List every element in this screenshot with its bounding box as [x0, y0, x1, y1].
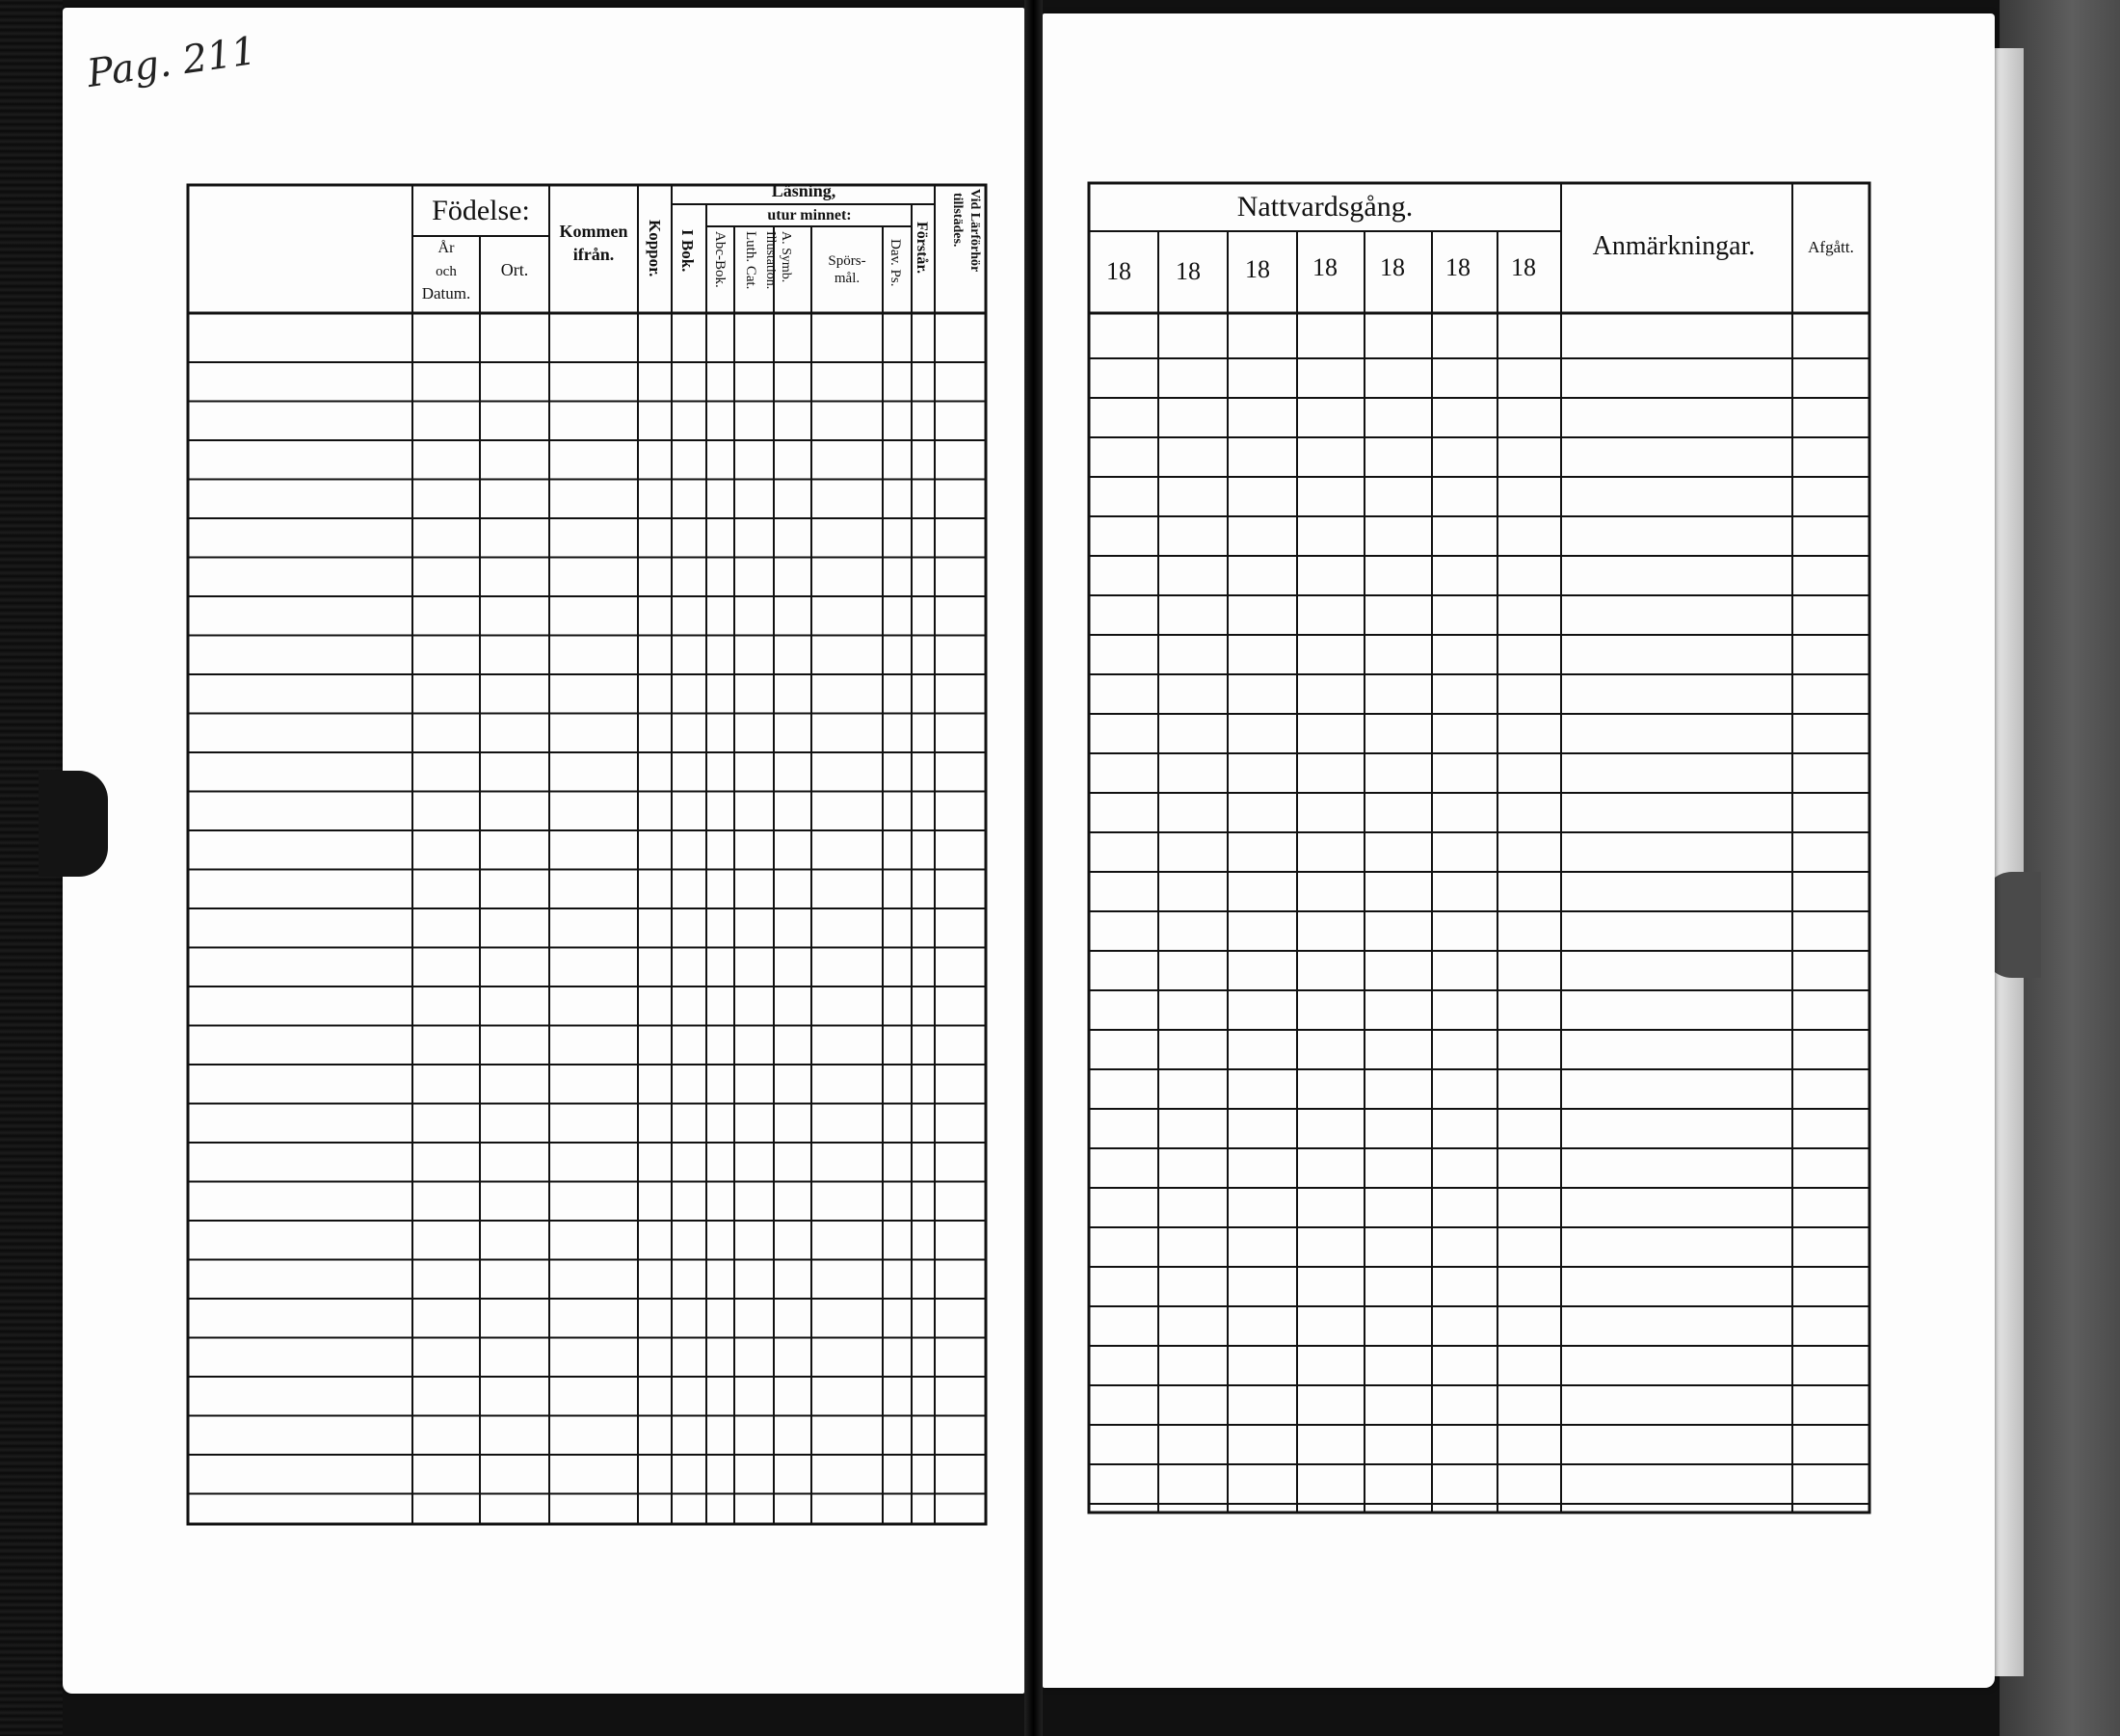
- questions-line-2: mål.: [834, 271, 861, 286]
- reading-group-heading: Läsning,: [771, 181, 836, 200]
- communion-year-4: 18: [1312, 253, 1338, 281]
- birth-place-heading: Ort.: [500, 260, 529, 279]
- communion-year-2: 18: [1176, 257, 1201, 285]
- birth-year-line-3: Datum.: [421, 284, 471, 302]
- communion-year-6: 18: [1445, 253, 1471, 281]
- communion-heading: Nattvardsgång.: [1236, 191, 1414, 223]
- luther-catechism-heading: Luth. Cat.: [743, 231, 758, 290]
- catechetical-meeting-line-2: tillstädes.: [950, 193, 965, 248]
- moved-from-line-2: ifrån.: [572, 245, 615, 264]
- left-table: [188, 185, 986, 1524]
- symbolic-books-line-2: Illustation.: [763, 231, 778, 290]
- psalms-heading: Dav. Ps.: [888, 239, 903, 287]
- symbolic-books-line-1: A. Symb.: [779, 231, 793, 283]
- by-heart-group-heading: utur minnet:: [767, 207, 852, 224]
- abc-book-heading: Abc-Bok.: [712, 231, 728, 288]
- understanding-heading: Förstår.: [914, 222, 930, 275]
- catechetical-meeting-line-1: Vid Lärförhör: [967, 189, 982, 273]
- right-table-border: [1089, 183, 1869, 1512]
- moved-from-line-1: Kommen: [559, 222, 628, 241]
- birth-year-line-2: och: [436, 264, 457, 279]
- questions-line-1: Spörs-: [828, 253, 866, 269]
- communion-year-7: 18: [1511, 253, 1536, 281]
- in-book-heading: I Bok.: [678, 229, 697, 273]
- communion-year-3: 18: [1245, 255, 1270, 283]
- communion-year-1: 18: [1106, 257, 1131, 285]
- page-reference: Pag. 211: [84, 28, 259, 97]
- birth-year-line-1: År: [437, 240, 455, 256]
- departed-heading: Afgått.: [1808, 238, 1854, 256]
- communion-year-5: 18: [1380, 253, 1405, 281]
- smallpox-heading: Koppor.: [646, 220, 664, 277]
- remarks-heading: Anmärkningar.: [1592, 231, 1756, 261]
- right-table: [1089, 183, 1869, 1512]
- left-table-border: [188, 185, 986, 1524]
- birth-group-heading: Födelse:: [432, 195, 530, 226]
